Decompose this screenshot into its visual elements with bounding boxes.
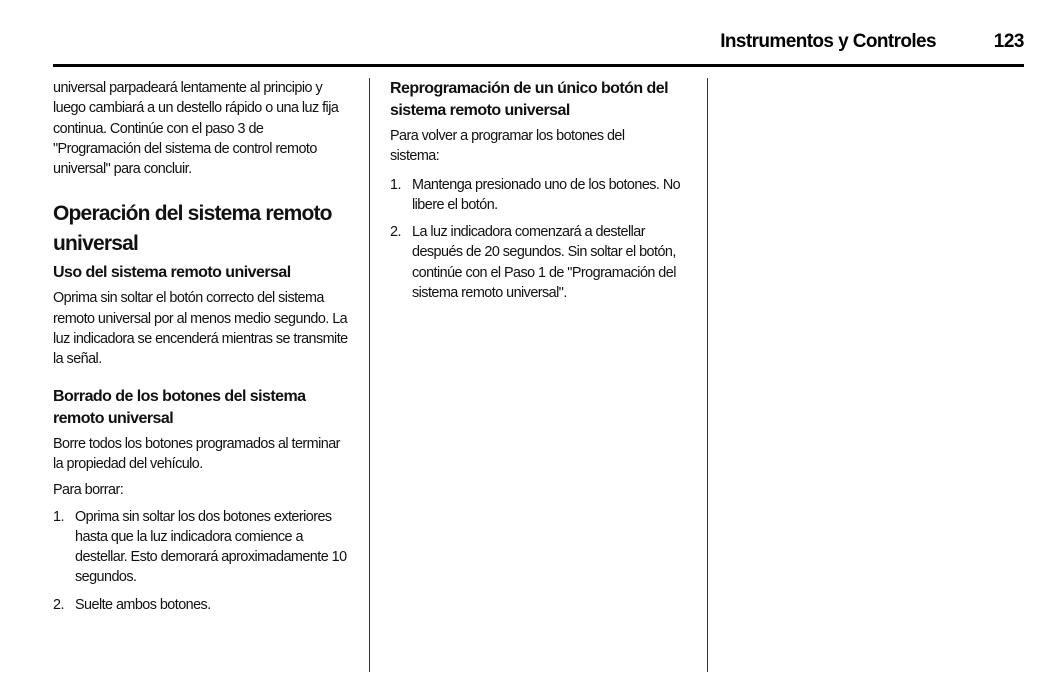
column-divider-right [707,78,708,672]
erase-lead: Para borrar: [53,482,124,499]
column-left [53,78,353,622]
step-text: La luz indicadora comenzará a destellar después de 20 segundos. Sin soltar el botón, continúe con el Paso 1 de "Programación del sistema remoto universal". [412,224,676,302]
step-text: Suelte ambos botones. [75,596,211,613]
reprogram-heading: Reprogramación de un único botón del sistema remoto universal [390,80,668,119]
step-number: 1. [390,176,401,193]
step-text: Oprima sin soltar los dos botones exteriores hasta que la luz indicadora comience a destellar. Esto demorará aproximadamente 10 segundos. [75,508,347,586]
reprogram-step [390,175,690,216]
page-header [53,30,1024,67]
step-number: 2. [53,596,64,613]
erase-step [53,507,353,588]
continued-paragraph: universal parpadeará lentamente al principio y luego cambiará a un destello rápido o una luz fija continua. Continúe con el paso 3 de "Programación del sistema de control remoto universal" para concluir. [53,80,339,178]
column-divider-left [369,78,370,672]
page-number: 123 [993,31,1024,52]
step-number: 1. [53,508,64,525]
reprogram-lead: Para volver a programar los botones del sistema: [390,128,625,165]
step-text: Mantenga presionado uno de los botones. No libere el botón. [412,176,681,213]
column-middle [390,78,690,310]
use-heading: Uso del sistema remoto universal [53,264,291,282]
reprogram-step [390,222,690,303]
running-header-title: Instrumentos y Controles [720,31,936,52]
step-number: 2. [390,224,401,241]
use-body: Oprima sin soltar el botón correcto del sistema remoto universal por al menos medio segundo. La luz indicadora se encenderá mientras se transmite la señal. [53,290,348,368]
section-title: Operación del sistema remoto universal [53,202,332,256]
erase-body: Borre todos los botones programados al terminar la propiedad del vehículo. [53,435,340,472]
erase-step [53,595,353,615]
erase-heading: Borrado de los botones del sistema remoto universal [53,387,306,427]
